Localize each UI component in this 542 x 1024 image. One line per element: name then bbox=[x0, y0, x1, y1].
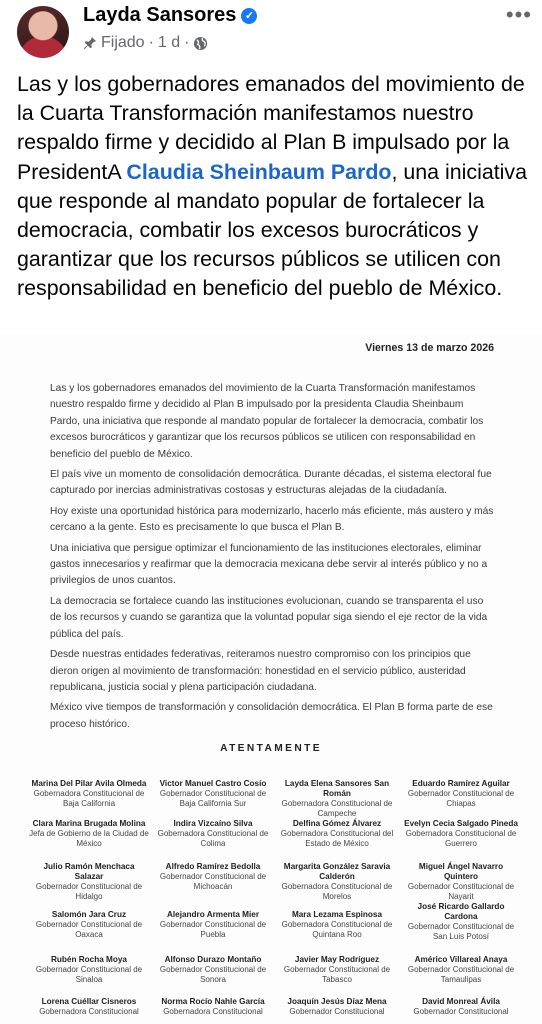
signatory-name: Lorena Cuéllar Cisneros bbox=[41, 997, 137, 1006]
signatory bbox=[153, 862, 273, 891]
signatory bbox=[277, 997, 397, 1017]
signatory-name: David Monreal Ávila bbox=[422, 997, 500, 1006]
signatory bbox=[401, 902, 521, 941]
signatory-name: Norma Rocío Nahle García bbox=[161, 997, 265, 1006]
pinned-label: Fijado bbox=[101, 34, 145, 51]
signatory-title: Gobernador Constitucional de Baja California Sur bbox=[159, 789, 267, 808]
signatory bbox=[401, 997, 521, 1017]
signatory-name: Salomón Jara Cruz bbox=[51, 910, 127, 919]
signatory-title: Gobernador Constitucional de Sonora bbox=[159, 965, 267, 984]
post-meta bbox=[83, 34, 208, 52]
document-paragraph: Desde nuestras entidades federativas, reiteramos nuestro compromiso con los principios que dieron origen al movimiento de transformación: honestidad en el servicio público, austeridad republicana, justicia social y plena participación ciudadana. bbox=[50, 649, 471, 693]
signatory-name: Victor Manuel Castro Cosío bbox=[159, 779, 267, 788]
signatory-title: Gobernador Constitucional de Sinaloa bbox=[35, 965, 143, 984]
signatory-title: Gobernadora Constitucional del Estado de México bbox=[280, 829, 394, 848]
signatory-title: Gobernador Constitucional bbox=[289, 1007, 385, 1016]
signatory bbox=[29, 819, 149, 848]
signatory-title: Gobernador Constitucional bbox=[413, 1007, 509, 1016]
signatory-name: Javier May Rodríguez bbox=[294, 955, 380, 964]
signatory-name: Alfredo Ramírez Bedolla bbox=[165, 862, 261, 871]
signatory-title: Gobernadora Constitucional de Morelos bbox=[281, 882, 393, 901]
signatory bbox=[153, 819, 273, 848]
signatory-name: Julio Ramón Menchaca Salazar bbox=[43, 862, 135, 881]
signatory-name: Alejandro Armenta Mier bbox=[166, 910, 260, 919]
document-paragraph: México vive tiempos de transformación y consolidación democrática. El Plan B forma parte de ese proceso histórico. bbox=[50, 702, 493, 730]
attached-document-image[interactable] bbox=[0, 333, 542, 1024]
signatory bbox=[401, 955, 521, 984]
meta-separator-2: · bbox=[184, 34, 190, 51]
signatory-name: Marina Del Pilar Avila Olmeda bbox=[31, 779, 147, 788]
signatory-title: Gobernadora Constitucional de Campeche bbox=[281, 799, 393, 818]
signatory bbox=[277, 910, 397, 939]
signatory-name: Margarita González Saravia Calderón bbox=[283, 862, 391, 881]
signatory-name: José Ricardo Gallardo Cardona bbox=[417, 902, 505, 921]
signatory bbox=[29, 910, 149, 939]
document-body bbox=[50, 381, 496, 737]
signatory-title: Gobernadora Constitucional de Colima bbox=[157, 829, 269, 848]
closing-text: ATENTAMENTE bbox=[220, 743, 322, 754]
signatory bbox=[153, 910, 273, 939]
signatory-title: Gobernadora Constitucional de Guerrero bbox=[405, 829, 517, 848]
document-paragraph: El país vive un momento de consolidación democrática. Durante décadas, el sistema electoral fue capturado por inercias administrativas costosas y estructuras alejadas de la ciudadanía. bbox=[50, 469, 492, 497]
signatory-title: Gobernadora Constitucional bbox=[39, 1007, 139, 1016]
signatory-name: Indira Vizcaíno Silva bbox=[173, 819, 253, 828]
signatory-title: Gobernadora Constitucional bbox=[163, 1007, 263, 1016]
signatory-name: Américo Villareal Anaya bbox=[414, 955, 508, 964]
meta-separator: · bbox=[148, 34, 154, 51]
document-date: Viernes 13 de marzo 2026 bbox=[365, 342, 494, 354]
signatory-name: Layda Elena Sansores San Román bbox=[284, 779, 390, 798]
signatory-title: Gobernador Constitucional de Michoacán bbox=[159, 872, 267, 891]
signatory bbox=[277, 779, 397, 818]
signatory-title: Gobernadora Constitucional de Quintana Roo bbox=[281, 920, 393, 939]
signatory bbox=[29, 955, 149, 984]
signatory-title: Jefa de Gobierno de la Ciudad de México bbox=[29, 829, 149, 848]
signatory-title: Gobernadora Constitucional de Baja California bbox=[33, 789, 145, 808]
signatory-name: Alfonso Durazo Montaño bbox=[164, 955, 262, 964]
signatory bbox=[29, 779, 149, 808]
post-text-part1: Las y los gobernadores emanados del movimiento de la Cuarta Transformación manifestamos nuestro respaldo firme y decidido al Plan B impulsado por la PresidentA bbox=[17, 72, 525, 184]
post-text-part2: , una iniciativa que responde al mandato popular de fortalecer la democracia, combatir los excesos burocráticos y garantizar que los recursos públicos se utilicen con responsabilidad en beneficio del pueblo de México. bbox=[17, 159, 528, 301]
signatory-title: Gobernador Constitucional de Hidalgo bbox=[35, 882, 143, 901]
mention-link[interactable]: Claudia Sheinbaum Pardo bbox=[126, 159, 392, 184]
signatory bbox=[277, 819, 397, 848]
post-text bbox=[17, 70, 532, 304]
document-paragraph: Hoy existe una oportunidad histórica para modernizarlo, hacerlo más eficiente, más austero y más cercano a la gente. Esto es precisamente lo que busca el Plan B. bbox=[50, 505, 494, 534]
signatory-name: Eduardo Ramírez Aguilar bbox=[412, 779, 510, 788]
document-paragraph: Una iniciativa que persigue optimizar el funcionamiento de las instituciones electorales, eliminar gastos innecesarios y reafirmar que la democracia mexicana debe servir al interés público y no a privilegios de unos cuantos. bbox=[50, 542, 488, 587]
signatory-name: Delfina Gómez Álvarez bbox=[292, 819, 382, 828]
globe-icon[interactable] bbox=[193, 36, 208, 51]
signatory bbox=[277, 955, 397, 984]
signatory-name: Rubén Rocha Moya bbox=[51, 955, 127, 964]
signatory-name: Joaquín Jesús Díaz Mena bbox=[287, 997, 387, 1006]
signatory-title: Gobernador Constitucional de Tabasco bbox=[283, 965, 391, 984]
signatory-title: Gobernador Constitucional de San Luis Potosí bbox=[407, 922, 515, 941]
author-name-row[interactable] bbox=[83, 4, 257, 27]
signatory-title: Gobernador Constitucional de Chiapas bbox=[407, 789, 515, 808]
signatory-title: Gobernador Constitucional de Oaxaca bbox=[35, 920, 143, 939]
signatory-title: Gobernador Constitucional de Nayarit bbox=[407, 882, 515, 901]
document-paragraph: Las y los gobernadores emanados del movimiento de la Cuarta Transformación manifestamos nuestro respaldo firme y decidido al Plan B impulsado por la presidenta Claudia Sheinbaum Pardo, una iniciativa que responde al mandato popular de fortalecer la democracia, combatir los excesos burocráticos y garantizar que los recursos públicos se utilicen con responsabilidad en beneficio del pueblo de México. bbox=[50, 383, 484, 460]
document-paragraph: La democracia se fortalece cuando las instituciones evolucionan, cuando se transparenta el uso de los recursos y cuando se garantiza que la voluntad popular siga siendo el eje rector de la vida pública del país. bbox=[50, 595, 488, 640]
signatory-title: Gobernador Constitucional de Tamaulipas bbox=[407, 965, 515, 984]
signatory-name: Evelyn Cecia Salgado Pineda bbox=[404, 819, 518, 828]
author-name[interactable]: Layda Sansores bbox=[83, 4, 237, 26]
pin-icon bbox=[83, 36, 97, 50]
signatory-name: Clara Marina Brugada Molina bbox=[32, 819, 146, 828]
signatory-name: Miguel Ángel Navarro Quintero bbox=[418, 862, 504, 881]
signatory bbox=[153, 779, 273, 808]
signatory bbox=[401, 819, 521, 848]
signatory bbox=[29, 862, 149, 901]
verified-badge-icon: ✓ bbox=[241, 8, 257, 24]
signatory bbox=[29, 997, 149, 1017]
post-time[interactable]: 1 d bbox=[157, 34, 181, 51]
more-options-icon[interactable]: ••• bbox=[505, 2, 532, 27]
signatory bbox=[153, 955, 273, 984]
signatory bbox=[277, 862, 397, 901]
signatory-name: Mara Lezama Espinosa bbox=[291, 910, 383, 919]
signatory bbox=[401, 779, 521, 808]
signatory-title: Gobernador Constitucional de Puebla bbox=[159, 920, 267, 939]
signatory bbox=[401, 862, 521, 901]
author-avatar[interactable] bbox=[17, 6, 69, 58]
post-header bbox=[0, 0, 542, 62]
signatory bbox=[153, 997, 273, 1017]
